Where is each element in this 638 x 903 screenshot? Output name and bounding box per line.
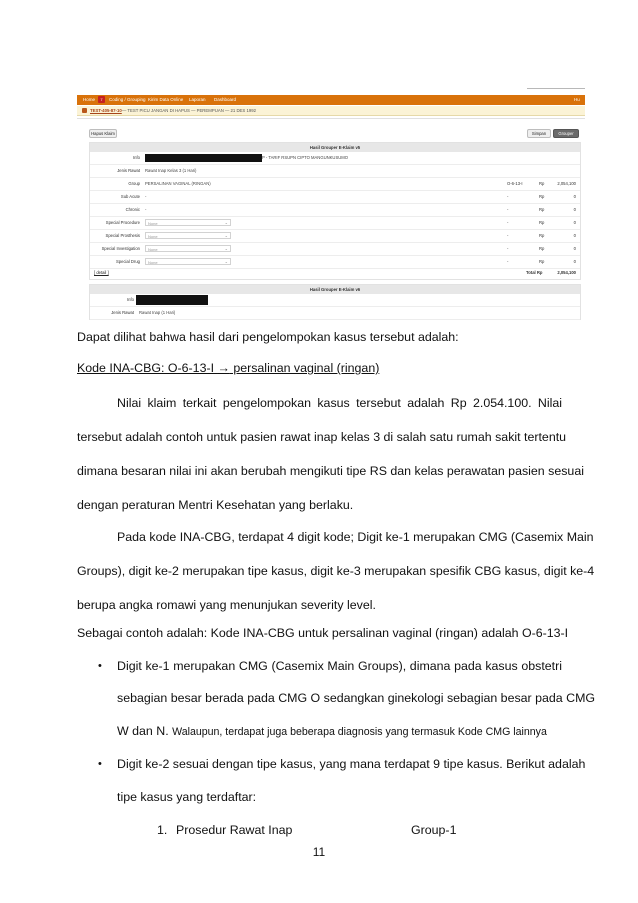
page-number: 11	[312, 845, 326, 859]
nav-home[interactable]: Home	[83, 97, 96, 102]
special-investigation-label: Special Investigation	[101, 246, 140, 251]
bullet1-line-1: Digit ke-1 merupakan CMG (Casemix Main Groups), dimana pada kasus obstetri	[117, 659, 562, 673]
special-prosthesis-rp: Rp	[539, 233, 545, 238]
claim-id-link[interactable]: TEST-405-87-10	[90, 108, 122, 113]
row-info	[90, 294, 580, 307]
divider	[77, 118, 585, 119]
nav-user-menu[interactable]: Hu	[574, 97, 580, 102]
list-item-label: Prosedur Rawat Inap	[176, 823, 293, 837]
grouper-result-v5-panel	[89, 142, 581, 280]
special-procedure-code: -	[507, 220, 509, 225]
special-prosthesis-label: Special Prosthesis	[105, 233, 140, 238]
patient-breadcrumb	[77, 106, 585, 116]
sub-acute-rp: Rp	[539, 194, 545, 199]
sub-acute-value: -	[145, 194, 147, 199]
list-item-group: Group-1	[411, 823, 457, 837]
paragraph-nilai-line-1: Nilai klaim terkait pengelompokan kasus tersebut adalah Rp 2.054.100. Nilai	[117, 396, 562, 410]
patient-icon	[82, 108, 87, 113]
top-divider	[527, 88, 585, 89]
group-amount: 2,054,100	[557, 181, 576, 186]
bullet2-line-2: tipe kasus yang terdaftar:	[117, 790, 257, 804]
special-investigation-select[interactable]: None ⌄	[145, 245, 231, 252]
special-drug-rp: Rp	[539, 259, 545, 264]
row-special-prosthesis	[90, 230, 580, 243]
sub-acute-label: Sub Acute	[120, 194, 140, 199]
total-label: Total Rp	[526, 270, 543, 275]
paragraph-nilai-line-4: dengan peraturan Mentri Kesehatan yang berlaku.	[77, 498, 354, 512]
chronic-value: -	[145, 207, 147, 212]
bullet1-line-3b: Walaupun, terdapat juga beberapa diagnosis yang termasuk Kode CMG lainnya	[172, 726, 547, 738]
row-special-procedure	[90, 217, 580, 230]
jenis-rawat-value: Rawat Inap (1 Hari)	[139, 310, 176, 315]
paragraph-nilai-line-2: tersebut adalah contoh untuk pasien rawat inap kelas 3 di salah satu rumah sakit tertentu	[77, 430, 567, 444]
row-jenis-rawat	[90, 307, 580, 320]
row-group	[90, 178, 580, 191]
special-prosthesis-select[interactable]: None ⌄	[145, 232, 231, 239]
nav-coding-grouping[interactable]: Coding / Grouping	[109, 97, 146, 102]
group-label: Group	[128, 181, 140, 186]
bullet1-line-3a: W dan N.	[117, 724, 173, 738]
jenis-rawat-value: Rawat Inap Kelas 3 (1 Hari)	[145, 168, 197, 173]
info-value: P - TARIF RSUPN CIPTO MANGUNKUSUMO	[262, 155, 349, 160]
special-procedure-label: Special Procedure	[105, 220, 140, 225]
special-prosthesis-code: -	[507, 233, 509, 238]
info-label: Info	[127, 297, 134, 302]
ina-cbg-code-line	[77, 360, 379, 376]
grouper-result-v6-panel	[89, 284, 581, 320]
sub-acute-code: -	[507, 194, 509, 199]
paragraph-kode-line-3: berupa angka romawi yang menunjukan severity level.	[77, 598, 376, 612]
row-info	[90, 152, 580, 165]
sub-acute-amount: 0	[573, 194, 576, 199]
info-label: Info	[133, 155, 140, 160]
embedded-eklaim-screenshot	[77, 88, 585, 320]
total-amount: 2,054,100	[557, 270, 576, 275]
paragraph-kode-line-2: Groups), digit ke-2 merupakan tipe kasus, digit ke-3 merupakan spesifik CBG kasus, digit ke-4	[77, 564, 595, 578]
row-chronic	[90, 204, 580, 217]
special-investigation-code: -	[507, 246, 509, 251]
special-procedure-rp: Rp	[539, 220, 545, 225]
grouper-button[interactable]: Grouper	[553, 129, 579, 138]
bullet1-line-3	[117, 723, 547, 740]
patient-summary: — TEST PICU JANGAN DI HAPUS — PEREMPUAN — 21 DES 1992	[122, 108, 257, 113]
row-sub-acute	[90, 191, 580, 204]
special-investigation-amount: 0	[573, 246, 576, 251]
bullet-icon: •	[98, 758, 102, 770]
hapus-klaim-button[interactable]: Hapus Klaim	[89, 129, 117, 138]
redacted-block	[136, 295, 208, 305]
bullet1-line-2: sebagian besar berada pada CMG O sedangkan ginekologi sebagian besar pada CMG	[117, 691, 596, 705]
special-drug-select[interactable]: None ⌄	[145, 258, 231, 265]
chronic-amount: 0	[573, 207, 576, 212]
chronic-label: Chronic	[125, 207, 140, 212]
paragraph-intro: Dapat dilihat bahwa hasil dari pengelompokan kasus tersebut adalah:	[77, 330, 459, 344]
special-procedure-select[interactable]: None ⌄	[145, 219, 231, 226]
special-drug-label: Special Drug	[116, 259, 140, 264]
code-meaning: persalinan vaginal (ringan)	[229, 361, 380, 375]
top-navbar	[77, 95, 585, 105]
jenis-rawat-label: Jenis Rawat	[117, 168, 140, 173]
list-number: 1.	[157, 823, 168, 837]
row-special-investigation	[90, 243, 580, 256]
bullet-icon: •	[98, 660, 102, 672]
special-investigation-rp: Rp	[539, 246, 545, 251]
nav-laporan[interactable]: Laporan	[189, 97, 206, 102]
detail-link[interactable]: [ detail ]	[94, 270, 109, 275]
paragraph-kode-line-1: Pada kode INA-CBG, terdapat 4 digit kode; Digit ke-1 merupakan CMG (Casemix Main	[117, 530, 594, 544]
arrow-icon: →	[217, 361, 230, 375]
chronic-rp: Rp	[539, 207, 545, 212]
nav-kirim-data-online[interactable]: Kirim Data Online	[148, 97, 184, 102]
notification-badge: 7	[98, 96, 105, 103]
nav-dashboard[interactable]: Dashboard	[214, 97, 237, 102]
paragraph-nilai-line-3: dimana besaran nilai ini akan berubah mengikuti tipe RS dan kelas perawatan pasien sesuai	[77, 464, 584, 478]
special-procedure-amount: 0	[573, 220, 576, 225]
special-drug-code: -	[507, 259, 509, 264]
row-total	[90, 267, 580, 279]
simpan-button[interactable]: Simpan	[527, 129, 551, 138]
group-code: O-6-13-I	[507, 181, 523, 186]
bullet2-line-1: Digit ke-2 sesuai dengan tipe kasus, yang mana terdapat 9 tipe kasus. Berikut adalah	[117, 757, 586, 771]
row-jenis-rawat	[90, 165, 580, 178]
paragraph-contoh: Sebagai contoh adalah: Kode INA-CBG untuk persalinan vaginal (ringan) adalah O-6-13-I	[77, 626, 569, 640]
jenis-rawat-label: Jenis Rawat	[111, 310, 134, 315]
chronic-code: -	[507, 207, 509, 212]
panel-title: Hasil Grouper E-Klaim v6	[90, 285, 580, 294]
panel-title: Hasil Grouper E-Klaim v5	[90, 143, 580, 152]
special-prosthesis-amount: 0	[573, 233, 576, 238]
group-value: PERSALINAN VAGINAL (RINGAN)	[145, 181, 211, 186]
code-text: Kode INA-CBG: O-6-13-I	[77, 361, 218, 375]
special-drug-amount: 0	[573, 259, 576, 264]
group-rp: Rp	[539, 181, 545, 186]
redacted-block	[145, 154, 262, 162]
